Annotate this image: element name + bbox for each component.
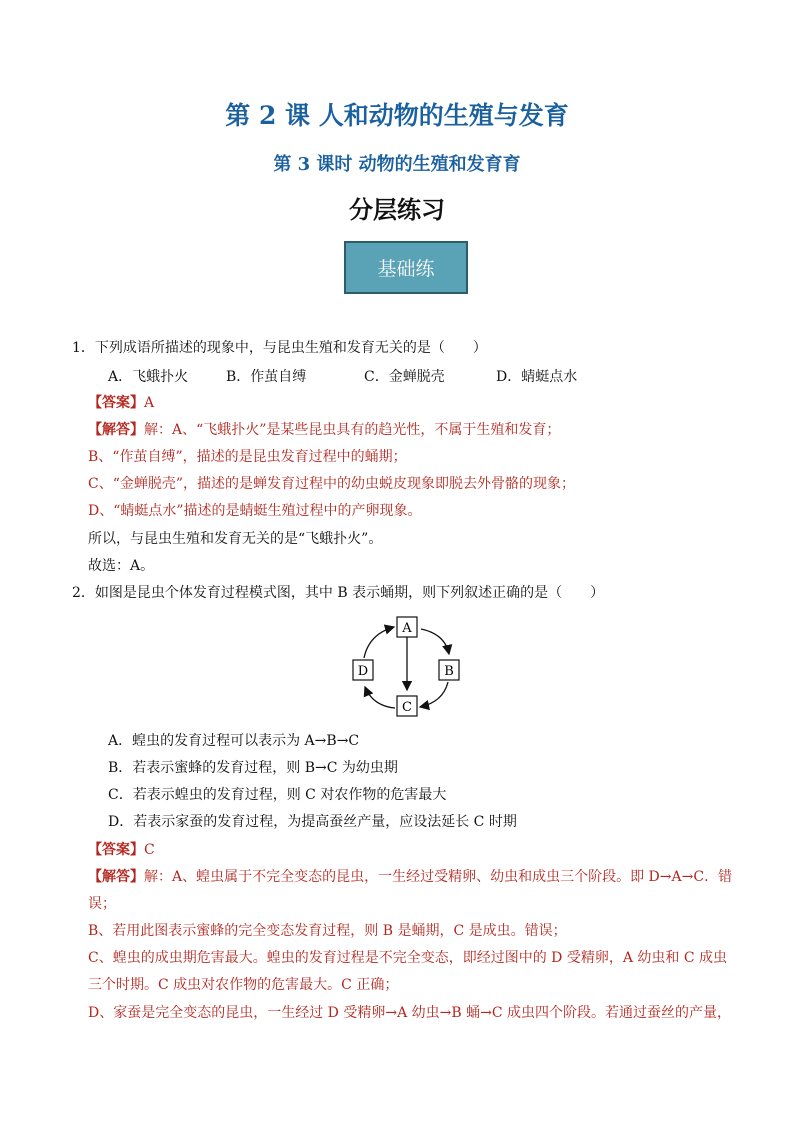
q1-analysis-line: 故选：A。 [88, 558, 155, 574]
lesson-title: 第 2 课 人和动物的生殖与发育 [225, 101, 569, 130]
node-b-label: B [444, 664, 454, 679]
level-badge: 基础练 [344, 241, 468, 294]
arrow-b-to-c [420, 682, 448, 707]
q2-answer [88, 840, 155, 860]
q1-option-c: C．金蝉脱壳 [364, 369, 445, 385]
q2-option-d: D．若表示家蚕的发育过程，为提高蚕丝产量，应设法延长 C 时期 [108, 814, 517, 830]
q2-answer-value: C [144, 842, 155, 858]
q2-analysis-text: 解：A、蝗虫属于不完全变态的昆虫，一生经过受精卵、幼虫和成虫三个阶段。即 D→A→C．错 [144, 869, 733, 885]
node-d [353, 660, 373, 680]
q1-analysis-line [88, 420, 560, 440]
q1-answer-tag: 【答案】 [88, 395, 144, 411]
q2-analysis-tag: 【解答】 [88, 869, 144, 885]
node-c [397, 696, 417, 716]
q1-answer [88, 393, 154, 413]
q2-option-c: C．若表示蝗虫的发育过程，则 C 对农作物的危害最大 [108, 787, 447, 803]
q2-analysis-line: D、家蚕是完全变态的昆虫，一生经过 D 受精卵→A 幼虫→B 蛹→C 成虫四个阶段。若通过蚕丝的产量， [88, 1005, 731, 1021]
life-cycle-diagram [345, 612, 465, 718]
practice-title: 分层练习 [349, 195, 445, 224]
q2-analysis-line: 误； [88, 896, 116, 912]
q1-analysis-line: 所以，与昆虫生殖和发育无关的是“飞蛾扑火”。 [88, 531, 383, 547]
q2-analysis-line: 三个时期。C 成虫对农作物的危害最大。C 正确； [88, 977, 399, 993]
q1-analysis-line: B、“作茧自缚”，描述的是昆虫发育过程中的蛹期； [88, 449, 407, 465]
q2-analysis-line: C、蝗虫的成虫期危害最大。蝗虫的发育过程是不完全变态，即经过图中的 D 受精卵，A 幼虫和 C 成虫 [88, 950, 728, 966]
node-b [439, 660, 459, 680]
q1-option-d: D．蜻蜓点水 [496, 369, 578, 385]
q2-answer-tag: 【答案】 [88, 842, 144, 858]
arrow-a-to-b [421, 629, 449, 654]
q1-analysis-tag: 【解答】 [88, 422, 144, 438]
q2-analysis-line [88, 867, 732, 887]
q2-analysis-line: B、若用此图表示蜜蜂的完全变态发育过程，则 B 是蛹期，C 是成虫。错误； [88, 923, 567, 939]
node-c-label: C [402, 700, 412, 715]
q1-option-a: A．飞蛾扑火 [108, 369, 189, 385]
node-a-label: A [402, 621, 412, 636]
period-title: 第 3 课时 动物的生殖和发育育 [273, 154, 521, 175]
q1-answer-value: A [144, 395, 155, 411]
q1-stem: 1．下列成语所描述的现象中，与昆虫生殖和发育无关的是（ ） [72, 340, 487, 356]
node-d-label: D [357, 664, 369, 679]
q2-stem: 2．如图是昆虫个体发育过程模式图，其中 B 表示蛹期，则下列叙述正确的是（ ） [72, 585, 605, 601]
q1-analysis-text: 解：A、“飞蛾扑火”是某些昆虫具有的趋光性，不属于生殖和发育； [144, 422, 561, 438]
node-a [397, 617, 417, 637]
q1-options [108, 366, 608, 386]
arrow-c-to-d [365, 687, 395, 708]
q1-analysis-line: C、“金蝉脱壳”，描述的是蝉发育过程中的幼虫蜕皮现象即脱去外骨骼的现象； [88, 476, 576, 492]
q2-option-b: B．若表示蜜蜂的发育过程，则 B→C 为幼虫期 [108, 760, 398, 776]
q1-option-b: B．作茧自缚 [226, 369, 307, 385]
q2-option-a: A．蝗虫的发育过程可以表示为 A→B→C [108, 733, 360, 749]
arrow-d-to-a [364, 627, 394, 658]
q1-analysis-line: D、“蜻蜓点水”描述的是蜻蜓生殖过程中的产卵现象。 [88, 503, 422, 519]
